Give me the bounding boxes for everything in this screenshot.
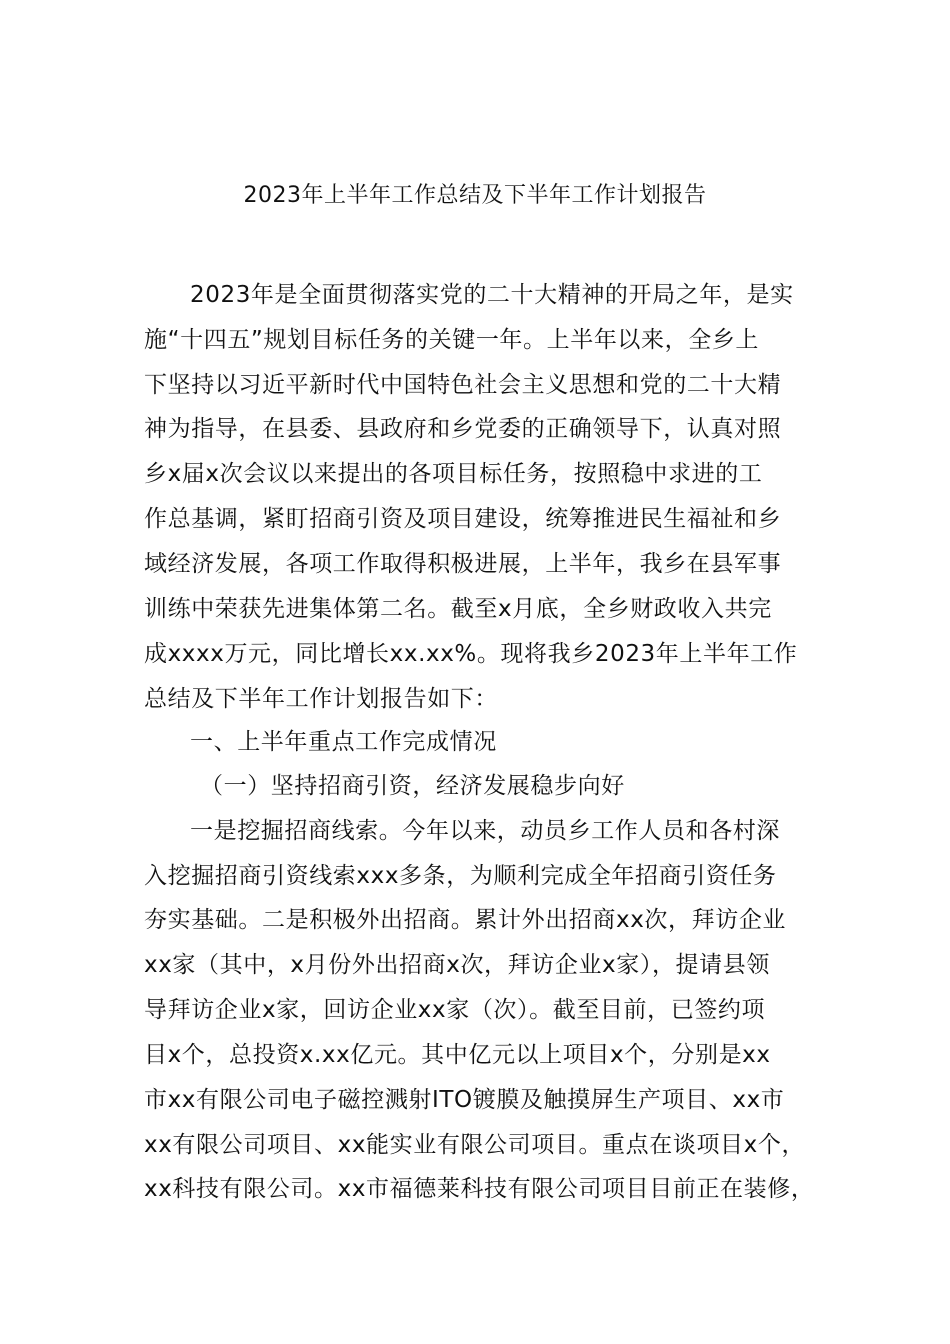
document-title: 2023年上半年工作总结及下半年工作计划报告 <box>243 183 707 208</box>
section-heading: 一、上半年重点工作完成情况 <box>190 729 497 755</box>
paragraph-line: 目x个，总投资x.xx亿元。其中亿元以上项目x个，分别是xx <box>144 1042 771 1068</box>
paragraph-line: 训练中荣获先进集体第二名。截至x月底，全乡财政收入共完 <box>144 596 772 622</box>
paragraph-line: 入挖掘招商引资线索xxx多条，为顺利完成全年招商引资任务 <box>144 863 777 889</box>
paragraph-line: 下坚持以习近平新时代中国特色社会主义思想和党的二十大精 <box>144 372 782 398</box>
paragraph-line: xx有限公司项目、xx能实业有限公司项目。重点在谈项目x个， <box>144 1132 806 1158</box>
paragraph-line: xx家（其中，x月份外出招商x次，拜访企业x家），提请县领 <box>144 952 770 978</box>
paragraph-line: 一是挖掘招商线索。今年以来，动员乡工作人员和各村深 <box>190 818 780 844</box>
paragraph-line: 成xxxx万元，同比增长xx.xx%。现将我乡2023年上半年工作 <box>144 641 798 667</box>
paragraph-line: 导拜访企业x家，回访企业xx家（次）。截至目前，已签约项 <box>144 997 766 1023</box>
paragraph-line: 神为指导，在县委、县政府和乡党委的正确领导下，认真对照 <box>144 416 782 442</box>
subsection-heading: （一）坚持招商引资，经济发展稳步向好 <box>200 773 625 799</box>
paragraph-line: 总结及下半年工作计划报告如下： <box>144 686 498 712</box>
paragraph-line: 市xx有限公司电子磁控溅射ITO镀膜及触摸屏生产项目、xx市 <box>144 1087 785 1113</box>
paragraph-line: 域经济发展，各项工作取得积极进展，上半年，我乡在县军事 <box>144 551 782 577</box>
paragraph-line: xx科技有限公司。xx市福德莱科技有限公司项目目前正在装修， <box>144 1176 815 1202</box>
paragraph-line: 作总基调，紧盯招商引资及项目建设，统筹推进民生福祉和乡 <box>144 506 782 532</box>
paragraph-line: 夯实基础。二是积极外出招商。累计外出招商xx次，拜访企业 <box>144 907 787 933</box>
paragraph-line: 施“十四五”规划目标任务的关键一年。上半年以来，全乡上 <box>144 327 760 353</box>
paragraph-line: 2023年是全面贯彻落实党的二十大精神的开局之年，是实 <box>190 282 794 308</box>
paragraph-line: 乡x届x次会议以来提出的各项目标任务，按照稳中求进的工 <box>144 461 763 487</box>
